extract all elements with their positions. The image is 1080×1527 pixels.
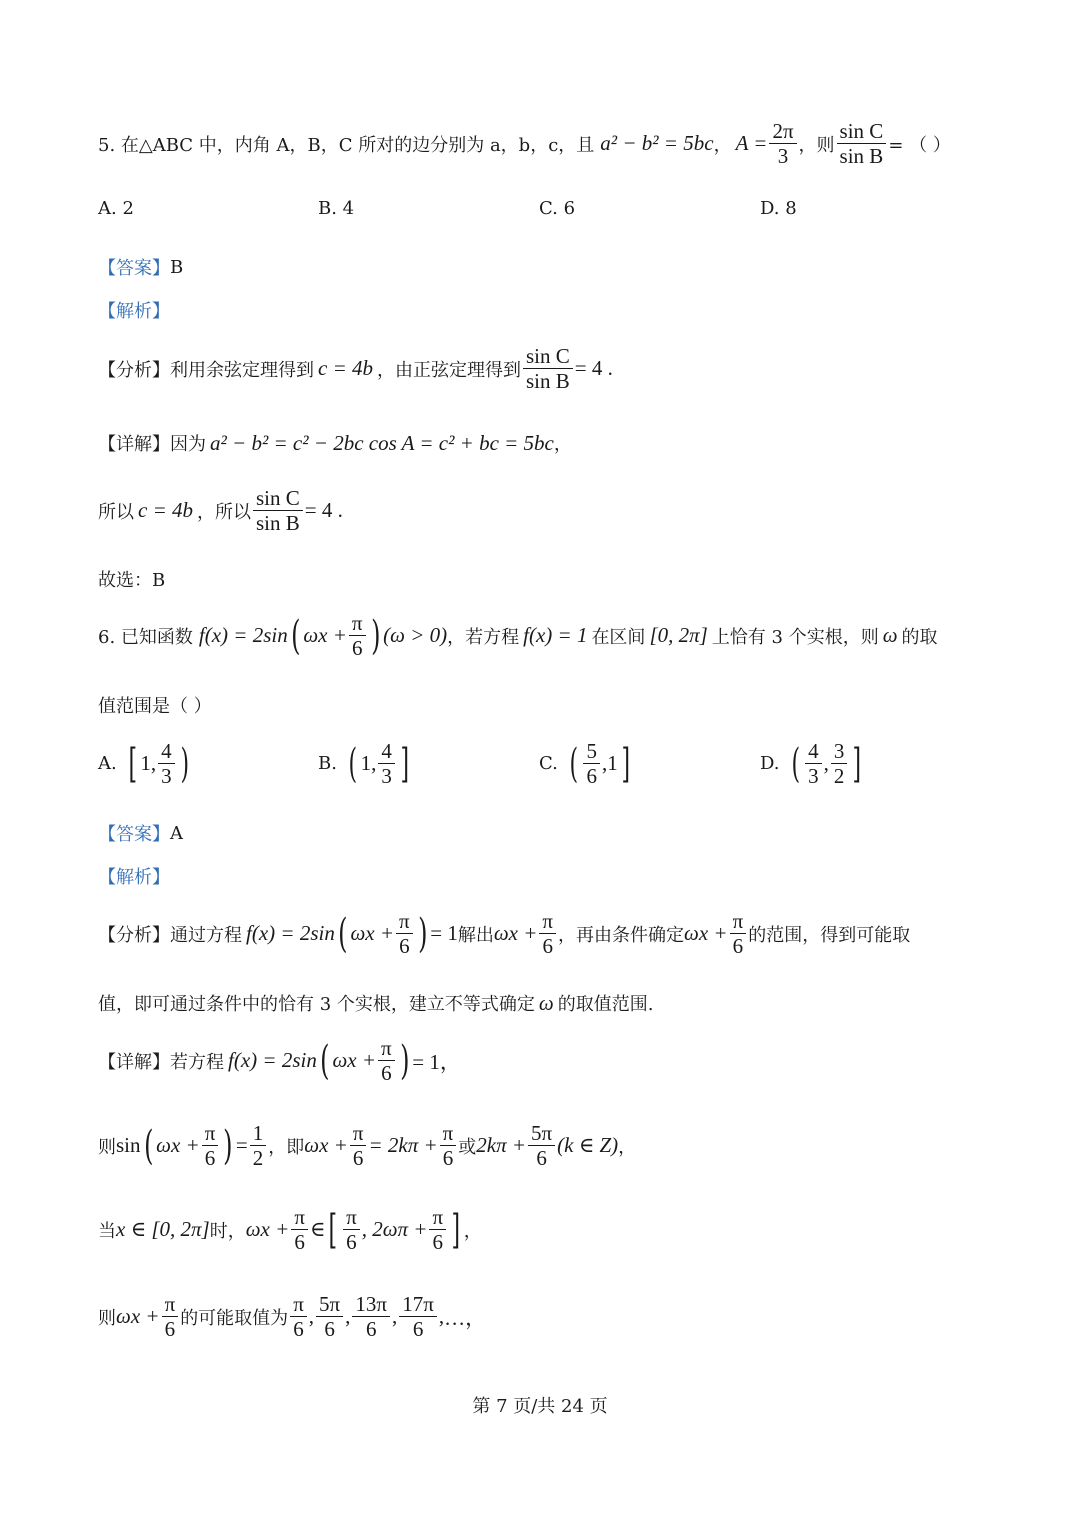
q6-fenxi-line2: 值，即可通过条件中的恰有 3 个实根，建立不等式确定 ω 的取值范围. [98,990,654,1015]
q5-fraction-2pi-3: $\frac{2\pi}{3}$ [769,120,796,167]
q6-option-a: A. [ 1, $\frac{4}{3}$ ) [98,739,189,789]
q5-option-a: A. 2 [98,198,134,219]
page-footer: 第 7 页/共 24 页 [472,1396,608,1417]
q5-option-b: B. 4 [318,198,355,219]
q5-suoyi: 所以 c = 4b ，所以 $\frac{\text{sin C}}{\text{sin B}}$ = 4 . [98,486,343,536]
q5-analysis-label: 【解析】 [98,301,170,322]
q6-fenxi-line1: 【分析】 通过方程 f(x) = 2sin ( ωx + $\frac{\pi}{6}$ ) = 1 解出 ωx + $\frac{\pi}{6}$ ，再由条件确定 ωx + $\frac{\pi}{6}$ 的范围，得到可能取 [98,909,911,959]
q6-xiangjie: 【详解】 若方程 f(x) = 2sin ( ωx + $\frac{\pi}{6}$ ) = 1， [98,1036,461,1086]
q6-stem-line1: 6. 已知函数 f(x) = 2sin ( ωx + $\frac{\pi}{6}$ ) (ω > 0) ，若方程 f(x) = 1 在区间 [0, 2π] 上恰有 3 个实根，则 ω 的取 [98,611,938,661]
q5-fenxi: 【分析】 利用余弦定理得到 c = 4b ，由正弦定理得到 $\frac{\text{sin C}}{\text{sin B}}$ = 4 . [98,344,613,394]
q5-xiangjie: 【详解】 因为 a² − b² = c² − 2bc cos A = c² + bc = 5bc ， [98,430,572,455]
q6-analysis-label: 【解析】 [98,867,170,888]
q5-guxuan: 故选：B [98,570,166,591]
q5-stem: 5. 在△ABC 中，内角 A，B，C 所对的边分别为 a，b，c，且 a² − b² = 5bc ， A = $\frac{2\pi}{3}$ ，则 $\frac{\text{sin C}}{\text{sin B}}$ = （ ） [98,119,951,169]
q6-option-b: B. ( 1, $\frac{4}{3}$ ] [318,739,409,789]
q5-fraction-sinC-sinB: $\frac{\text{sin C}}{\text{sin B}}$ [837,120,887,167]
q5-option-d: D. 8 [760,198,797,219]
q5-answer: 【答案】 B [98,256,184,279]
q6-dang-line: 当 x ∈ [0, 2π] 时， ωx + $\frac{\pi}{6}$ ∈ [ $\frac{\pi}{6}$ , 2ωπ + $\frac{\pi}{6}$ ] ， [98,1205,482,1255]
q5-option-c: C. 6 [539,198,576,219]
q6-stem-line2: 值范围是（ ） [98,696,212,717]
q6-option-c: C. ( $\frac{5}{6}$ ,1 ] [539,739,630,789]
q6-last-line: 则 ωx + $\frac{\pi}{6}$ 的可能取值为 $\frac{\pi}{6}$ , $\frac{5\pi}{6}$ , $\frac{13\pi}{6}$ , $\frac{17\pi}{6}$ , …， [98,1292,487,1342]
q6-ze-line: 则 sin ( ωx + $\frac{\pi}{6}$ ) = $\frac{1}{2}$ ，即 ωx + $\frac{\pi}{6}$ = 2kπ + $\frac{\pi}{6}$ 或 2kπ + $\frac{5\pi}{6}$ (k ∈ Z) ， [98,1121,637,1171]
q6-option-d: D. ( $\frac{4}{3}$ , $\frac{3}{2}$ ] [760,739,862,789]
q6-answer: 【答案】 A [98,822,183,845]
